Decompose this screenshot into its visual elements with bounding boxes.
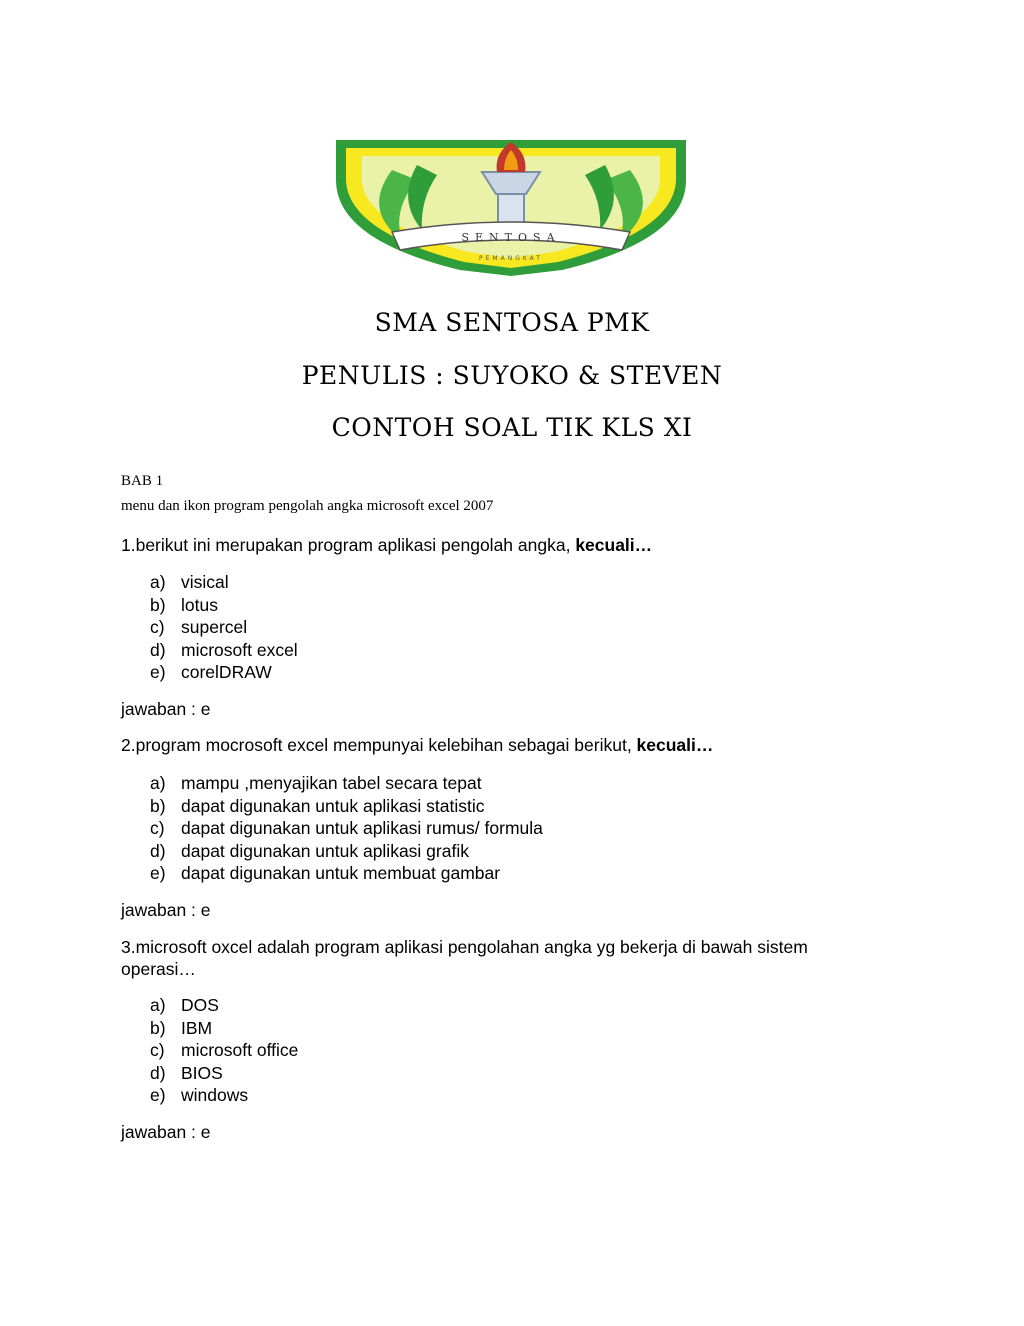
- question-2-text: 2.program mocrosoft excel mempunyai kelebihan sebagai berikut,: [121, 735, 637, 755]
- option-item: [150, 994, 298, 1017]
- subject-title: CONTOH SOAL TIK KLS XI: [331, 413, 693, 442]
- topic-label: menu dan ikon program pengolah angka microsoft excel 2007: [121, 498, 494, 514]
- option-text: lotus: [181, 594, 218, 615]
- answer-1: jawaban : e: [121, 699, 211, 719]
- option-text: supercel: [181, 617, 248, 637]
- option-letter: a): [150, 995, 166, 1015]
- option-item: [150, 616, 298, 639]
- option-text: dapat digunakan untuk membuat gambar: [181, 863, 501, 883]
- option-letter: a): [150, 773, 166, 793]
- question-2-emphasis: kecuali…: [636, 735, 714, 755]
- option-text: BIOS: [181, 1062, 223, 1083]
- question-2: [121, 734, 881, 756]
- option-text: dapat digunakan untuk aplikasi rumus/ formula: [181, 818, 543, 838]
- question-3-options: [150, 994, 298, 1107]
- question-1-options: [150, 571, 298, 684]
- question-3-text: 3.microsoft oxcel adalah program aplikasi pengolahan angka yg bekerja di bawah sistem operasi…: [121, 937, 808, 979]
- option-letter: d): [150, 840, 166, 861]
- question-2-options: [150, 772, 543, 885]
- option-item: [150, 862, 543, 885]
- option-item: [150, 571, 298, 594]
- question-1: [121, 534, 881, 556]
- option-text: windows: [181, 1085, 249, 1105]
- option-letter: e): [150, 662, 166, 682]
- option-letter: b): [150, 594, 166, 615]
- option-letter: c): [150, 818, 165, 838]
- option-item: [150, 1017, 298, 1040]
- option-letter: a): [150, 572, 166, 592]
- option-text: DOS: [181, 995, 219, 1015]
- option-text: dapat digunakan untuk aplikasi grafik: [181, 840, 469, 861]
- chapter-label: BAB 1: [121, 473, 164, 489]
- option-text: microsoft office: [181, 1040, 299, 1060]
- option-letter: e): [150, 863, 166, 883]
- option-letter: b): [150, 795, 166, 816]
- answer-3: jawaban : e: [121, 1122, 211, 1142]
- option-letter: c): [150, 1040, 165, 1060]
- option-item: [150, 840, 543, 863]
- option-text: corelDRAW: [181, 662, 272, 682]
- option-item: [150, 661, 298, 684]
- logo-sub-text: PEMANGKAT: [479, 255, 543, 262]
- option-letter: d): [150, 639, 166, 660]
- option-item: [150, 795, 543, 818]
- option-letter: d): [150, 1062, 166, 1083]
- option-item: [150, 594, 298, 617]
- question-1-emphasis: kecuali…: [575, 535, 653, 555]
- option-letter: e): [150, 1085, 166, 1105]
- option-item: [150, 817, 543, 840]
- option-item: [150, 772, 543, 795]
- option-letter: c): [150, 617, 165, 637]
- option-text: IBM: [181, 1017, 213, 1038]
- option-item: [150, 1084, 298, 1107]
- option-text: mampu ,menyajikan tabel secara tepat: [181, 773, 482, 793]
- option-letter: b): [150, 1017, 166, 1038]
- option-item: [150, 1039, 298, 1062]
- logo-banner-text: SENTOSA: [461, 231, 561, 244]
- option-text: dapat digunakan untuk aplikasi statistic: [181, 795, 485, 816]
- answer-2: jawaban : e: [121, 900, 211, 920]
- school-title: SMA SENTOSA PMK: [374, 308, 650, 337]
- question-3: [121, 936, 881, 980]
- question-1-text: 1.berikut ini merupakan program aplikasi pengolah angka,: [121, 535, 576, 555]
- option-item: [150, 1062, 298, 1085]
- option-item: [150, 639, 298, 662]
- authors-title: PENULIS : SUYOKO & STEVEN: [301, 361, 723, 390]
- option-text: microsoft excel: [181, 639, 298, 660]
- school-logo: [322, 120, 700, 278]
- option-text: visical: [181, 572, 229, 592]
